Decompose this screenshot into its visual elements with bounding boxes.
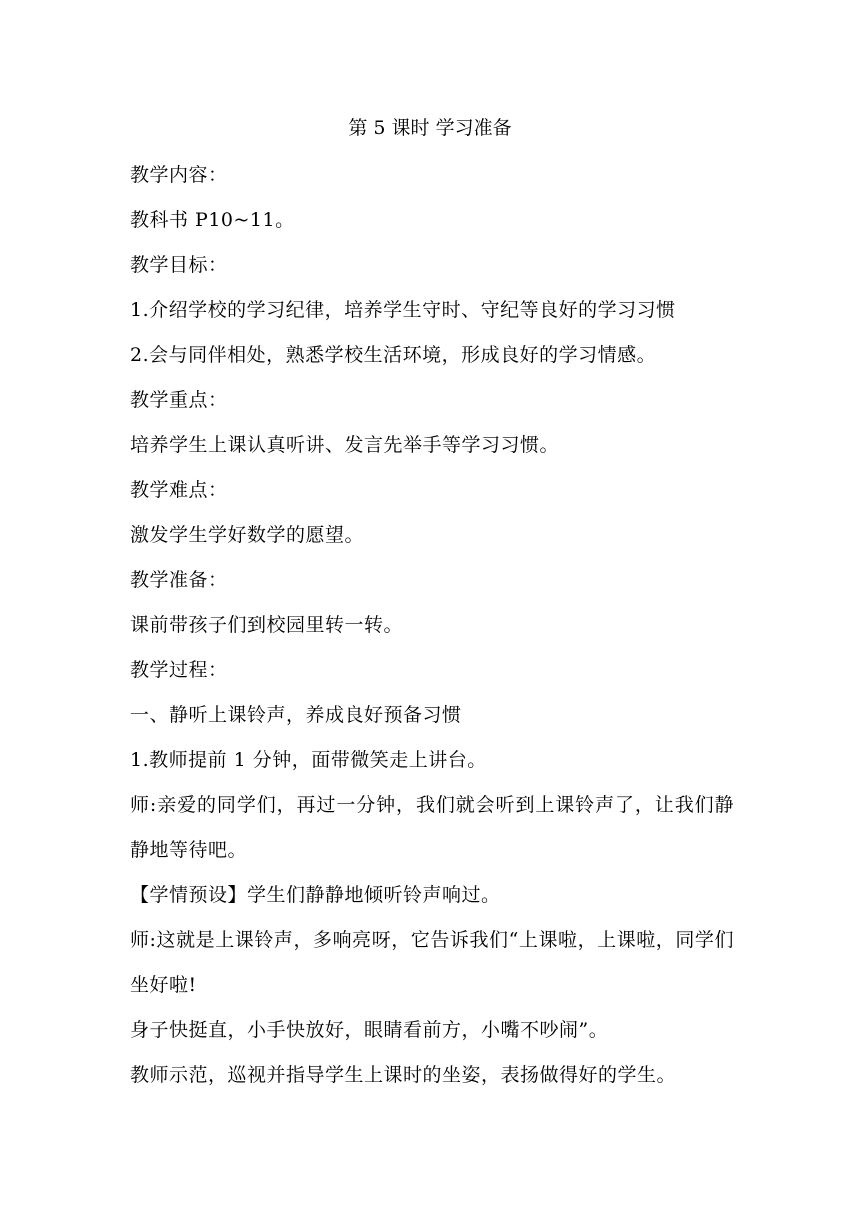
- document-body: [130, 153, 734, 1098]
- student-preset-note: 【学情预设】学生们静静地倾听铃声响过。: [130, 884, 501, 906]
- process-step-heading: 一、静听上课铃声，养成良好预备习惯: [130, 704, 462, 726]
- key-points-text: 培养学生上课认真听讲、发言先举手等学习习惯。: [130, 434, 560, 456]
- section-heading-difficulties: 教学难点：: [130, 479, 228, 501]
- content-text: 教科书 P10~11。: [130, 209, 295, 231]
- section-heading-preparation: 教学准备：: [130, 569, 228, 591]
- teacher-speech-2: 师:这就是上课铃声，多响亮呀，它告诉我们“上课啦，上课啦，同学们坐好啦!: [130, 929, 734, 996]
- preparation-text: 课前带孩子们到校园里转一转。: [130, 614, 404, 636]
- process-item-1: 1.教师提前 1 分钟，面带微笑走上讲台。: [130, 749, 487, 771]
- difficulties-text: 激发学生学好数学的愿望。: [130, 524, 365, 546]
- section-heading-process: 教学过程：: [130, 659, 228, 681]
- section-heading-objectives: 教学目标：: [130, 254, 228, 276]
- objective-item-2: 2.会与同伴相处，熟悉学校生活环境，形成良好的学习情感。: [130, 344, 657, 366]
- teacher-demo-text: 教师示范，巡视并指导学生上课时的坐姿，表扬做得好的学生。: [130, 1064, 677, 1086]
- lesson-title: 第 5 课时 学习准备: [348, 117, 512, 139]
- objective-item-1: 1.介绍学校的学习纪律，培养学生守时、守纪等良好的学习习惯: [130, 299, 676, 321]
- section-heading-key-points: 教学重点：: [130, 389, 228, 411]
- teacher-speech-1: 师:亲爱的同学们，再过一分钟，我们就会听到上课铃声了，让我们静静地等待吧。: [130, 794, 734, 861]
- chant-text: 身子快挺直，小手快放好，眼睛看前方，小嘴不吵闹”。: [130, 1019, 609, 1041]
- section-heading-content: 教学内容：: [130, 164, 228, 186]
